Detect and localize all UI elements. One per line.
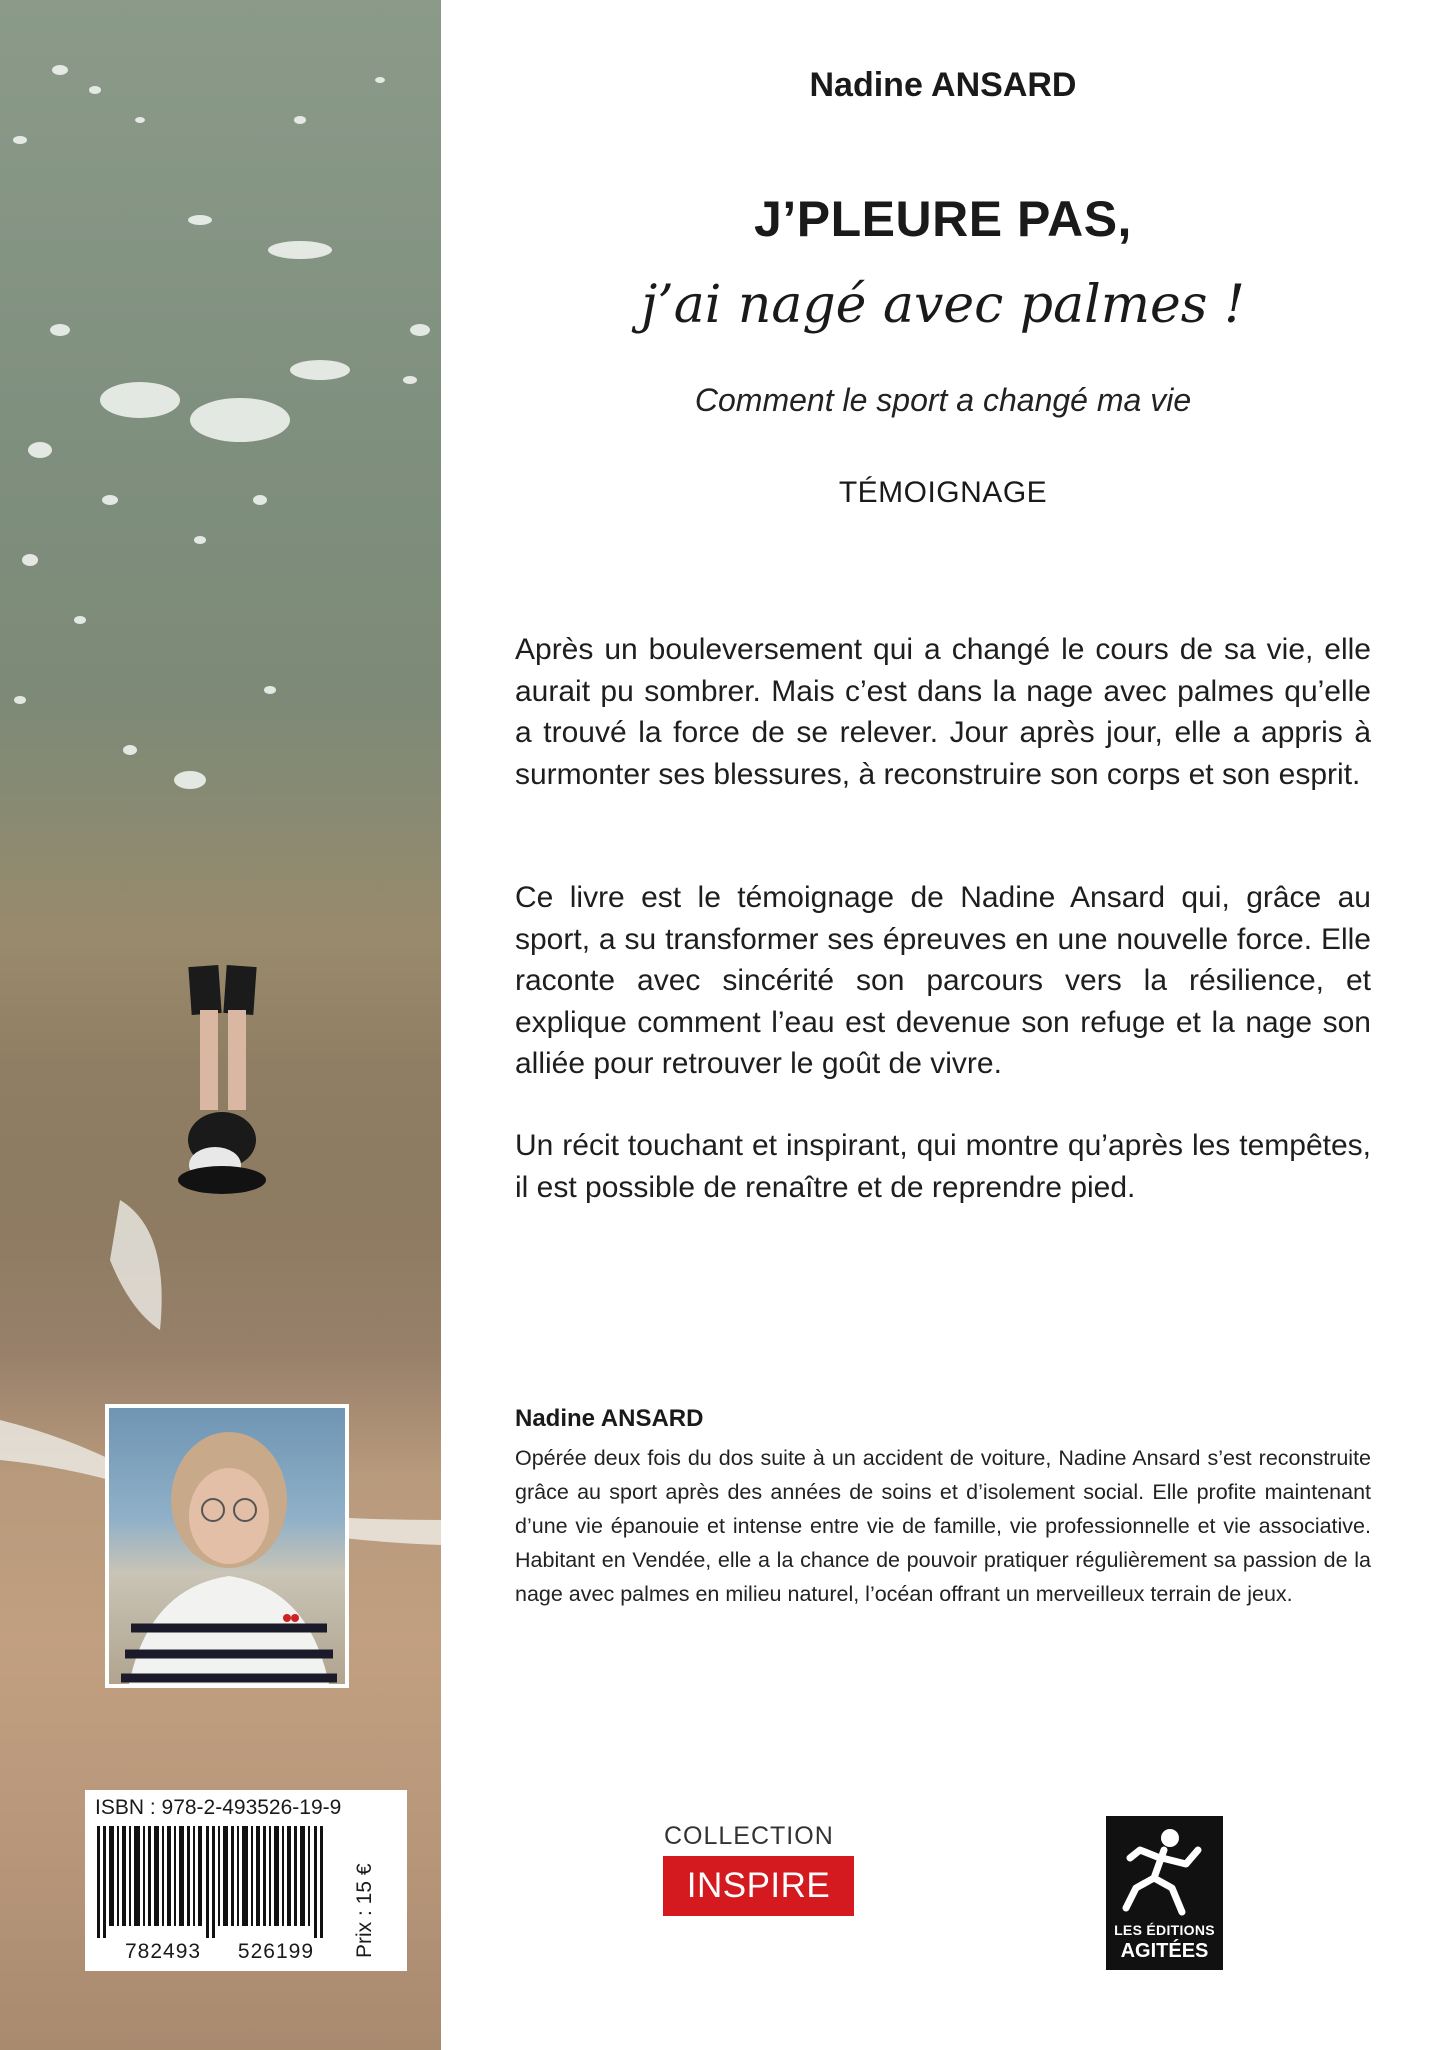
price: Prix : 15 € bbox=[353, 1863, 376, 1958]
publisher-line-1: LES ÉDITIONS bbox=[1114, 1922, 1215, 1938]
barcode-bars bbox=[97, 1826, 327, 1938]
barcode-block bbox=[85, 1790, 407, 1971]
title-line-1: J’PLEURE PAS, bbox=[754, 191, 1132, 247]
barcode-digits-left: 782493 bbox=[125, 1940, 202, 1963]
cover-photo-strip bbox=[0, 0, 441, 2050]
bio-text: Opérée deux fois du dos suite à un accident de voiture, Nadine Ansard s’est reconstruite grâce au sport après des années de soins et d’isolement social. Elle profite maintenant d’une vie épanouie et intense entre vie de famille, vie professionnelle et vie associative. Habitant en Vendée, elle a la chance de pouvoir pratiquer régulièrement sa passion de la nage avec palmes en milieu naturel, l’océan offrant un merveilleux terrain de jeux. bbox=[515, 1446, 1371, 1606]
ocean-photo bbox=[0, 0, 441, 2050]
subtitle: Comment le sport a changé ma vie bbox=[694, 382, 1192, 418]
running-figure-icon bbox=[1120, 1824, 1210, 1920]
collection-badge: INSPIRE bbox=[663, 1856, 854, 1916]
isbn: ISBN : 978-2-493526-19-9 bbox=[95, 1796, 342, 1819]
summary-paragraph: Un récit touchant et inspirant, qui montre qu’après les tempêtes, il est possible de renaître et de reprendre pied. bbox=[515, 1129, 1371, 1204]
barcode-digits-right: 526199 bbox=[237, 1940, 314, 1963]
summary-paragraph: Ce livre est le témoignage de Nadine Ansard qui, grâce au sport, a su transformer ses épreuves en une nouvelle force. Elle raconte avec sincérité son parcours vers la résilience, et explique comment l’eau est devenue son refuge et la nage son alliée pour retrouver le goût de vivre. bbox=[515, 881, 1371, 1080]
bio-author-name: Nadine ANSARD bbox=[515, 1405, 704, 1432]
publisher-logo bbox=[1106, 1816, 1223, 1970]
genre-label: TÉMOIGNAGE bbox=[838, 476, 1048, 509]
title-line-2: j’ai nagé avec palmes ! bbox=[641, 275, 1245, 335]
author-portrait bbox=[109, 1408, 345, 1684]
author-photo bbox=[105, 1404, 349, 1688]
publisher-line-2: AGITÉES bbox=[1120, 1940, 1209, 1962]
summary-paragraph: Après un bouleversement qui a changé le cours de sa vie, elle aurait pu sombrer. Mais c’est dans la nage avec palmes qu’elle a trouvé la force de se relever. Jour après jour, elle a appris à surmonter ses blessures, à reconstruire son corps et son esprit. bbox=[515, 633, 1371, 791]
barcode-digits bbox=[103, 1940, 314, 1964]
author-name: Nadine ANSARD bbox=[809, 66, 1077, 104]
swimmer bbox=[178, 965, 266, 1194]
collection-label: COLLECTION bbox=[664, 1822, 834, 1850]
